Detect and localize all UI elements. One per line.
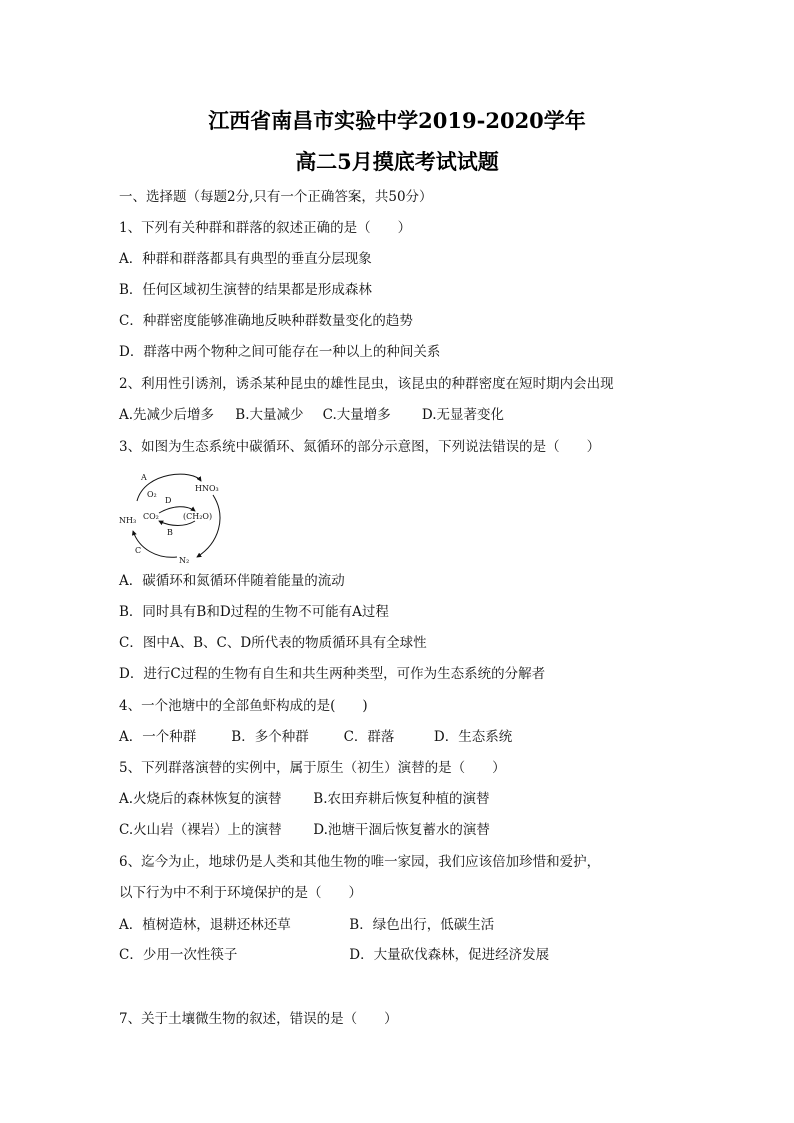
q3-option-a: A．碳循环和氮循环伴随着能量的流动 <box>119 573 345 589</box>
q5-option-d: D.池塘干涸后恢复蓄水的演替 <box>313 822 490 838</box>
q2-option-a: A.先减少后增多 <box>119 407 215 423</box>
q5-stem: 5、下列群落演替的实例中，属于原生（初生）演替的是（ ） <box>119 760 506 776</box>
q5-options-row2 <box>119 821 490 839</box>
q1-option-c: C．种群密度能够准确地反映种群数量变化的趋势 <box>119 313 413 329</box>
q2-option-d: D.无显著变化 <box>421 407 505 423</box>
q6-stem-line1: 6、迄今为止，地球仍是人类和其他生物的唯一家园，我们应该倍加珍惜和爱护， <box>119 854 601 870</box>
label-co2: CO₂ <box>143 512 159 521</box>
q2-options <box>119 406 504 424</box>
q3-option-d: D．进行C过程的生物有自生和共生两种类型，可作为生态系统的分解者 <box>119 666 546 682</box>
label-d: D <box>165 496 172 505</box>
label-ch2o: (CH₂O) <box>183 512 213 521</box>
q1-option-b: B．任何区域初生演替的结果都是形成森林 <box>119 282 372 298</box>
q6-option-a: A．植树造林，退耕还林还草 <box>119 917 291 933</box>
q2-option-c: C.大量增多 <box>322 407 391 423</box>
arrow-right <box>197 495 220 557</box>
q3-option-c: C．图中A、B、C、D所代表的物质循环具有全球性 <box>119 635 427 651</box>
arrow-b <box>159 521 195 526</box>
q6-options-row1 <box>119 916 494 934</box>
q2-stem: 2、利用性引诱剂，诱杀某种昆虫的雄性昆虫，该昆虫的种群密度在短时期内会出现 <box>119 376 614 392</box>
q4-option-d: D．生态系统 <box>433 729 513 745</box>
q4-option-b: B．多个种群 <box>231 729 309 745</box>
exam-title-line2: 高二5月摸底考试试题 <box>295 149 499 174</box>
q7-stem: 7、关于土壤微生物的叙述，错误的是（ ） <box>119 1011 398 1027</box>
q6-stem-line2: 以下行为中不利于环境保护的是（ ） <box>119 885 362 901</box>
label-nh3: NH₃ <box>119 516 137 525</box>
q1-option-a: A．种群和群落都具有典型的垂直分层现象 <box>119 251 372 267</box>
q4-stem: 4、一个池塘中的全部鱼虾构成的是( ) <box>119 698 368 714</box>
q6-option-b: B．绿色出行，低碳生活 <box>349 917 495 933</box>
q3-option-b: B．同时具有B和D过程的生物不可能有A过程 <box>119 604 389 620</box>
q1-option-d: D．群落中两个物种之间可能存在一种以上的种间关系 <box>119 344 441 360</box>
q5-options-row1 <box>119 790 490 808</box>
q6-option-d: D．大量砍伐森林，促进经济发展 <box>349 947 550 963</box>
label-c: C <box>135 546 142 555</box>
cycle-diagram <box>115 465 225 565</box>
label-o2: O₂ <box>147 490 157 499</box>
exam-title-line1: 江西省南昌市实验中学2019-2020学年 <box>208 108 586 133</box>
q4-options <box>119 728 512 746</box>
label-b: B <box>167 528 173 537</box>
q2-option-b: B.大量减少 <box>235 407 304 423</box>
label-n2: N₂ <box>179 556 190 565</box>
q6-option-c: C．少用一次性筷子 <box>119 947 238 963</box>
q5-option-c: C.火山岩（裸岩）上的演替 <box>119 822 282 838</box>
q5-option-b: B.农田弃耕后恢复种植的演替 <box>313 791 490 807</box>
q4-option-c: C．群落 <box>343 729 395 745</box>
label-hno3: HNO₃ <box>195 484 219 493</box>
q3-stem: 3、如图为生态系统中碳循环、氮循环的部分示意图，下列说法错误的是（ ） <box>119 439 601 455</box>
q1-stem: 1、下列有关种群和群落的叙述正确的是（ ） <box>119 220 412 236</box>
q6-options-row2 <box>119 946 549 964</box>
q5-option-a: A.火烧后的森林恢复的演替 <box>119 791 282 807</box>
q4-option-a: A．一个种群 <box>119 729 197 745</box>
label-a: A <box>141 473 147 482</box>
section-heading: 一、选择题（每题2分,只有一个正确答案，共50分） <box>119 189 433 205</box>
